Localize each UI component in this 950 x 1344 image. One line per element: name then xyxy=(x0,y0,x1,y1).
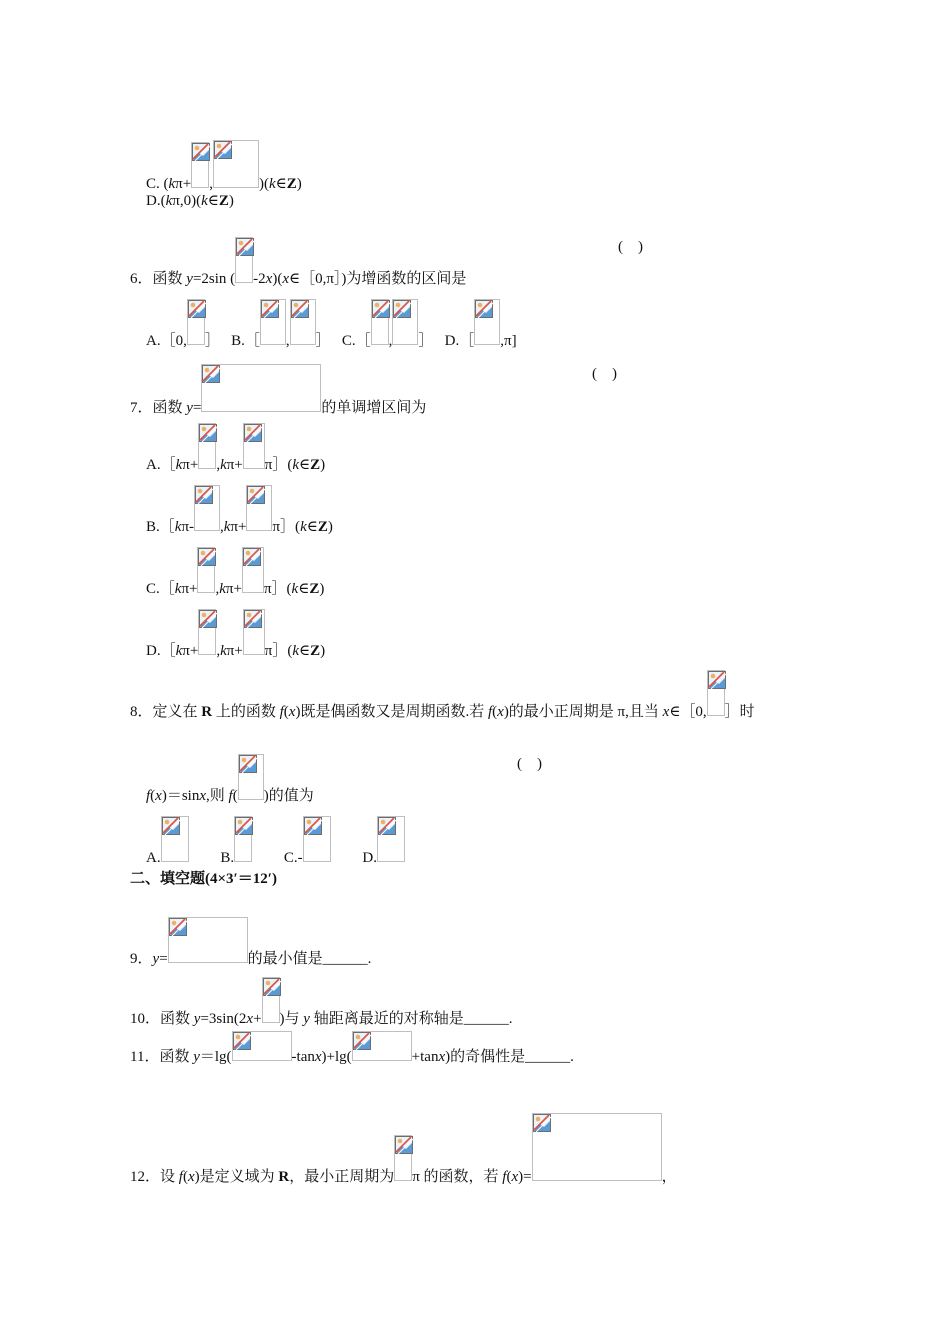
question-9: 9．y= 的最小值是______. xyxy=(130,917,371,969)
section-heading-fill-in: 二、填空题(4×3′＝12′) xyxy=(130,871,277,887)
question-7-option-a: A.［kπ+ ,kπ+ π］(k∈Z) xyxy=(146,423,325,475)
formula-image-icon xyxy=(392,299,418,345)
question-7-option-d: D.［kπ+ ,kπ+ π］(k∈Z) xyxy=(146,609,325,661)
question-8-line-2: f(x)＝sinx,则 f( )的值为 xyxy=(146,754,314,806)
formula-image-icon xyxy=(371,299,389,345)
answer-blank: ( ) xyxy=(592,366,617,382)
question-7: 7．函数 y= 的单调增区间为 xyxy=(130,364,426,418)
formula-image-icon xyxy=(377,816,405,862)
question-12: 12．设 f(x)是定义域为 R，最小正周期为 π 的函数，若 f(x)= ， xyxy=(130,1113,677,1187)
formula-image-icon xyxy=(243,609,265,655)
question-11: 11．函数 y＝lg( -tanx)+lg( +tanx)的奇偶性是______. xyxy=(130,1031,574,1067)
formula-image-icon xyxy=(197,547,215,593)
question-10: 10．函数 y=3sin(2x+ )与 y 轴距离最近的对称轴是______. xyxy=(130,977,512,1029)
answer-blank: ( ) xyxy=(618,239,643,255)
formula-image-icon xyxy=(394,1135,412,1181)
formula-image-icon xyxy=(161,816,189,862)
formula-image-icon xyxy=(707,670,725,716)
formula-image-icon xyxy=(246,485,272,531)
formula-image-icon xyxy=(213,140,259,188)
formula-image-icon xyxy=(198,609,216,655)
formula-image-icon xyxy=(290,299,316,345)
formula-image-icon xyxy=(243,423,265,469)
formula-image-icon xyxy=(194,485,220,531)
question-6-options: A.［0, ］ B.［ , ］ C.［ , ］ D.［ ,π] xyxy=(146,299,517,351)
formula-image-icon xyxy=(234,816,252,862)
formula-image-icon xyxy=(168,917,248,963)
question-8-options: A. B. C.- D. xyxy=(146,816,405,868)
q5-option-c: C. (kπ+ , )(k∈Z) xyxy=(146,140,302,194)
question-7-option-c: C.［kπ+ ,kπ+ π］(k∈Z) xyxy=(146,547,324,599)
formula-image-icon xyxy=(352,1031,412,1061)
formula-image-icon xyxy=(532,1113,662,1181)
formula-image-icon xyxy=(198,423,216,469)
formula-image-icon xyxy=(187,299,205,345)
formula-image-icon xyxy=(242,547,264,593)
formula-image-icon xyxy=(262,977,280,1023)
formula-image-icon xyxy=(474,299,500,345)
formula-image-icon xyxy=(238,754,264,800)
q5-option-d: D.(kπ,0)(k∈Z) xyxy=(146,193,234,209)
formula-image-icon xyxy=(235,237,253,283)
formula-image-icon xyxy=(232,1031,292,1061)
question-7-option-b: B.［kπ- ,kπ+ π］(k∈Z) xyxy=(146,485,333,537)
answer-blank: ( ) xyxy=(517,756,542,772)
formula-image-icon xyxy=(191,142,209,188)
formula-image-icon xyxy=(303,816,331,862)
formula-image-icon xyxy=(201,364,321,412)
formula-image-icon xyxy=(260,299,286,345)
question-8: 8．定义在 R 上的函数 f(x)既是偶函数又是周期函数.若 f(x)的最小正周期是 π,且当 x∈［0, ］时 xyxy=(130,670,755,722)
question-6: 6．函数 y=2sin ( -2x)(x∈［0,π］)为增函数的区间是 xyxy=(130,237,466,289)
